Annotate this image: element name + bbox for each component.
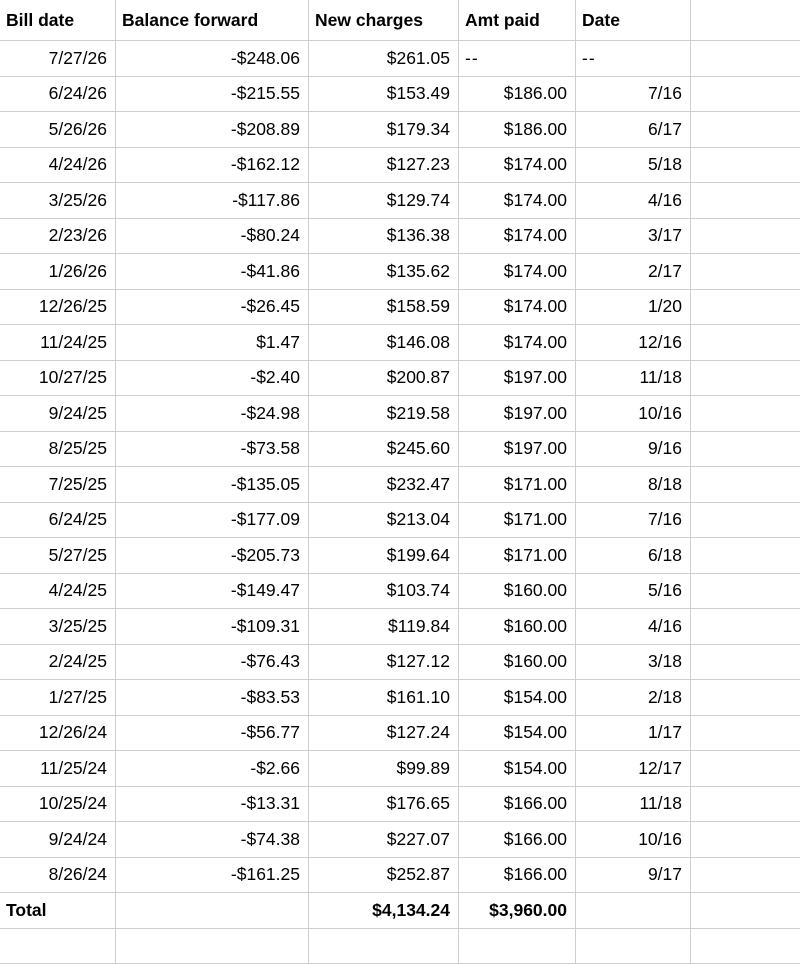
cell-date[interactable]: 9/17 [576,858,691,893]
cell-bill-date[interactable]: 6/24/25 [0,503,116,538]
empty-cell[interactable] [691,77,800,112]
empty-cell[interactable] [0,929,116,964]
cell-balance-forward[interactable]: -$56.77 [116,716,309,751]
total-new-charges[interactable]: $4,134.24 [309,893,459,928]
cell-new-charges[interactable]: $179.34 [309,112,459,147]
cell-balance-forward[interactable]: -$248.06 [116,41,309,76]
empty-cell[interactable] [691,41,800,76]
cell-balance-forward[interactable]: -$205.73 [116,538,309,573]
cell-balance-forward[interactable]: -$76.43 [116,645,309,680]
cell-bill-date[interactable]: 9/24/24 [0,822,116,857]
cell-amt-paid[interactable]: $186.00 [459,77,576,112]
cell-balance-forward[interactable]: -$41.86 [116,254,309,289]
cell-balance-forward[interactable]: -$135.05 [116,467,309,502]
header-new-charges[interactable]: New charges [309,0,459,40]
header-bill-date[interactable]: Bill date [0,0,116,40]
cell-bill-date[interactable]: 2/24/25 [0,645,116,680]
table-row [0,77,800,113]
empty-cell[interactable] [691,254,800,289]
cell-new-charges[interactable]: $119.84 [309,609,459,644]
cell-amt-paid[interactable]: $197.00 [459,361,576,396]
empty-cell[interactable] [691,716,800,751]
empty-cell[interactable] [691,396,800,431]
cell-new-charges[interactable]: $213.04 [309,503,459,538]
cell-amt-paid[interactable]: $171.00 [459,538,576,573]
table-row [0,858,800,894]
cell-balance-forward[interactable]: -$74.38 [116,822,309,857]
cell-new-charges[interactable]: $153.49 [309,77,459,112]
cell-date[interactable]: 10/16 [576,822,691,857]
cell-bill-date[interactable]: 1/26/26 [0,254,116,289]
cell-new-charges[interactable]: $127.24 [309,716,459,751]
empty-cell[interactable] [691,822,800,857]
cell-new-charges[interactable]: $200.87 [309,361,459,396]
cell-new-charges[interactable]: $127.23 [309,148,459,183]
empty-cell[interactable] [309,929,459,964]
cell-date[interactable]: 5/18 [576,148,691,183]
header-row [0,0,800,41]
empty-cell[interactable] [116,929,309,964]
table-row [0,538,800,574]
empty-cell[interactable] [691,538,800,573]
cell-bill-date[interactable]: 3/25/25 [0,609,116,644]
cell-date[interactable]: 1/20 [576,290,691,325]
cell-bill-date[interactable]: 6/24/26 [0,77,116,112]
cell-bill-date[interactable]: 11/24/25 [0,325,116,360]
empty-cell[interactable] [691,751,800,786]
cell-new-charges[interactable]: $99.89 [309,751,459,786]
empty-cell[interactable] [459,929,576,964]
cell-balance-forward[interactable]: -$83.53 [116,680,309,715]
table-row [0,41,800,77]
cell-date[interactable]: 6/18 [576,538,691,573]
cell-balance-forward[interactable]: -$109.31 [116,609,309,644]
cell-new-charges[interactable]: $176.65 [309,787,459,822]
cell-amt-paid[interactable]: $174.00 [459,254,576,289]
cell-date[interactable]: 7/16 [576,77,691,112]
cell-balance-forward[interactable]: -$80.24 [116,219,309,254]
empty-cell[interactable] [691,148,800,183]
cell-date[interactable]: 5/16 [576,574,691,609]
cell-balance-forward[interactable]: -$24.98 [116,396,309,431]
empty-cell[interactable] [691,858,800,893]
empty-cell[interactable] [691,432,800,467]
cell-new-charges[interactable]: $127.12 [309,645,459,680]
cell-balance-forward[interactable]: -$2.66 [116,751,309,786]
empty-cell[interactable] [691,467,800,502]
empty-cell[interactable] [576,893,691,928]
cell-bill-date[interactable]: 8/25/25 [0,432,116,467]
cell-date[interactable]: 2/18 [576,680,691,715]
table-row [0,219,800,255]
cell-date[interactable]: 7/16 [576,503,691,538]
cell-balance-forward[interactable]: -$149.47 [116,574,309,609]
table-row [0,503,800,539]
empty-cell[interactable] [691,929,800,964]
cell-new-charges[interactable]: $199.64 [309,538,459,573]
cell-amt-paid[interactable]: $171.00 [459,503,576,538]
cell-new-charges[interactable]: $136.38 [309,219,459,254]
cell-bill-date[interactable]: 3/25/26 [0,183,116,218]
cell-balance-forward[interactable]: -$73.58 [116,432,309,467]
cell-date[interactable]: 9/16 [576,432,691,467]
empty-cell[interactable] [691,112,800,147]
empty-cell[interactable] [691,325,800,360]
table-row [0,609,800,645]
cell-new-charges[interactable]: $219.58 [309,396,459,431]
table-row [0,361,800,397]
cell-bill-date[interactable]: 7/25/25 [0,467,116,502]
cell-date[interactable]: 12/16 [576,325,691,360]
cell-amt-paid[interactable]: -- [459,41,576,76]
empty-cell[interactable] [691,361,800,396]
table-row [0,787,800,823]
table-row [0,396,800,432]
table-row [0,467,800,503]
cell-bill-date[interactable]: 10/25/24 [0,787,116,822]
cell-date[interactable]: 8/18 [576,467,691,502]
cell-bill-date[interactable]: 8/26/24 [0,858,116,893]
cell-amt-paid[interactable]: $174.00 [459,183,576,218]
empty-cell[interactable] [691,0,800,40]
cell-amt-paid[interactable]: $166.00 [459,822,576,857]
cell-balance-forward[interactable]: -$117.86 [116,183,309,218]
table-row [0,822,800,858]
empty-cell[interactable] [691,893,800,928]
empty-cell[interactable] [691,680,800,715]
cell-balance-forward[interactable]: -$13.31 [116,787,309,822]
cell-balance-forward[interactable]: -$177.09 [116,503,309,538]
cell-new-charges[interactable]: $245.60 [309,432,459,467]
cell-amt-paid[interactable]: $166.00 [459,787,576,822]
cell-date[interactable]: 2/17 [576,254,691,289]
cell-new-charges[interactable]: $227.07 [309,822,459,857]
header-balance-forward[interactable]: Balance forward [116,0,309,40]
table-row [0,325,800,361]
cell-date[interactable]: 3/17 [576,219,691,254]
cell-date[interactable]: 1/17 [576,716,691,751]
cell-amt-paid[interactable]: $197.00 [459,432,576,467]
header-date[interactable]: Date [576,0,691,40]
cell-amt-paid[interactable]: $186.00 [459,112,576,147]
table-row [0,148,800,184]
cell-bill-date[interactable]: 12/26/25 [0,290,116,325]
cell-bill-date[interactable]: 9/24/25 [0,396,116,431]
cell-new-charges[interactable]: $252.87 [309,858,459,893]
total-row [0,893,800,929]
cell-amt-paid[interactable]: $154.00 [459,680,576,715]
table-row [0,183,800,219]
cell-bill-date[interactable]: 10/27/25 [0,361,116,396]
cell-amt-paid[interactable]: $160.00 [459,645,576,680]
cell-amt-paid[interactable]: $171.00 [459,467,576,502]
cell-balance-forward[interactable]: -$26.45 [116,290,309,325]
cell-bill-date[interactable]: 12/26/24 [0,716,116,751]
cell-amt-paid[interactable]: $160.00 [459,609,576,644]
cell-new-charges[interactable]: $135.62 [309,254,459,289]
cell-new-charges[interactable]: $129.74 [309,183,459,218]
cell-new-charges[interactable]: $261.05 [309,41,459,76]
cell-amt-paid[interactable]: $154.00 [459,716,576,751]
header-amt-paid[interactable]: Amt paid [459,0,576,40]
cell-date[interactable]: 4/16 [576,609,691,644]
cell-new-charges[interactable]: $103.74 [309,574,459,609]
cell-date[interactable]: 12/17 [576,751,691,786]
table-row [0,254,800,290]
empty-cell[interactable] [691,183,800,218]
cell-bill-date[interactable]: 5/26/26 [0,112,116,147]
cell-new-charges[interactable]: $146.08 [309,325,459,360]
cell-bill-date[interactable]: 11/25/24 [0,751,116,786]
empty-cell[interactable] [691,787,800,822]
table-row [0,290,800,326]
cell-balance-forward[interactable]: $1.47 [116,325,309,360]
empty-cell[interactable] [691,645,800,680]
table-row [0,645,800,681]
table-row [0,716,800,752]
cell-date[interactable]: 4/16 [576,183,691,218]
cell-new-charges[interactable]: $161.10 [309,680,459,715]
empty-row [0,929,800,965]
cell-bill-date[interactable]: 5/27/25 [0,538,116,573]
table-row [0,751,800,787]
cell-bill-date[interactable]: 1/27/25 [0,680,116,715]
empty-cell[interactable] [691,503,800,538]
empty-cell[interactable] [691,609,800,644]
cell-amt-paid[interactable]: $197.00 [459,396,576,431]
empty-cell[interactable] [116,893,309,928]
empty-cell[interactable] [691,574,800,609]
cell-date[interactable]: -- [576,41,691,76]
cell-amt-paid[interactable]: $174.00 [459,219,576,254]
cell-date[interactable]: 11/18 [576,361,691,396]
table-row [0,574,800,610]
cell-balance-forward[interactable]: -$161.25 [116,858,309,893]
cell-bill-date[interactable]: 4/24/25 [0,574,116,609]
cell-date[interactable]: 11/18 [576,787,691,822]
empty-cell[interactable] [691,219,800,254]
cell-date[interactable]: 6/17 [576,112,691,147]
table-row [0,680,800,716]
total-label[interactable]: Total [0,893,116,928]
table-row [0,432,800,468]
cell-bill-date[interactable]: 2/23/26 [0,219,116,254]
cell-bill-date[interactable]: 7/27/26 [0,41,116,76]
total-amt-paid[interactable]: $3,960.00 [459,893,576,928]
cell-amt-paid[interactable]: $174.00 [459,148,576,183]
cell-date[interactable]: 3/18 [576,645,691,680]
cell-new-charges[interactable]: $232.47 [309,467,459,502]
cell-balance-forward[interactable]: -$215.55 [116,77,309,112]
cell-bill-date[interactable]: 4/24/26 [0,148,116,183]
cell-amt-paid[interactable]: $174.00 [459,325,576,360]
cell-balance-forward[interactable]: -$162.12 [116,148,309,183]
table-row [0,112,800,148]
cell-amt-paid[interactable]: $160.00 [459,574,576,609]
cell-amt-paid[interactable]: $174.00 [459,290,576,325]
cell-amt-paid[interactable]: $154.00 [459,751,576,786]
cell-balance-forward[interactable]: -$208.89 [116,112,309,147]
empty-cell[interactable] [691,290,800,325]
cell-amt-paid[interactable]: $166.00 [459,858,576,893]
cell-balance-forward[interactable]: -$2.40 [116,361,309,396]
cell-date[interactable]: 10/16 [576,396,691,431]
cell-new-charges[interactable]: $158.59 [309,290,459,325]
empty-cell[interactable] [576,929,691,964]
